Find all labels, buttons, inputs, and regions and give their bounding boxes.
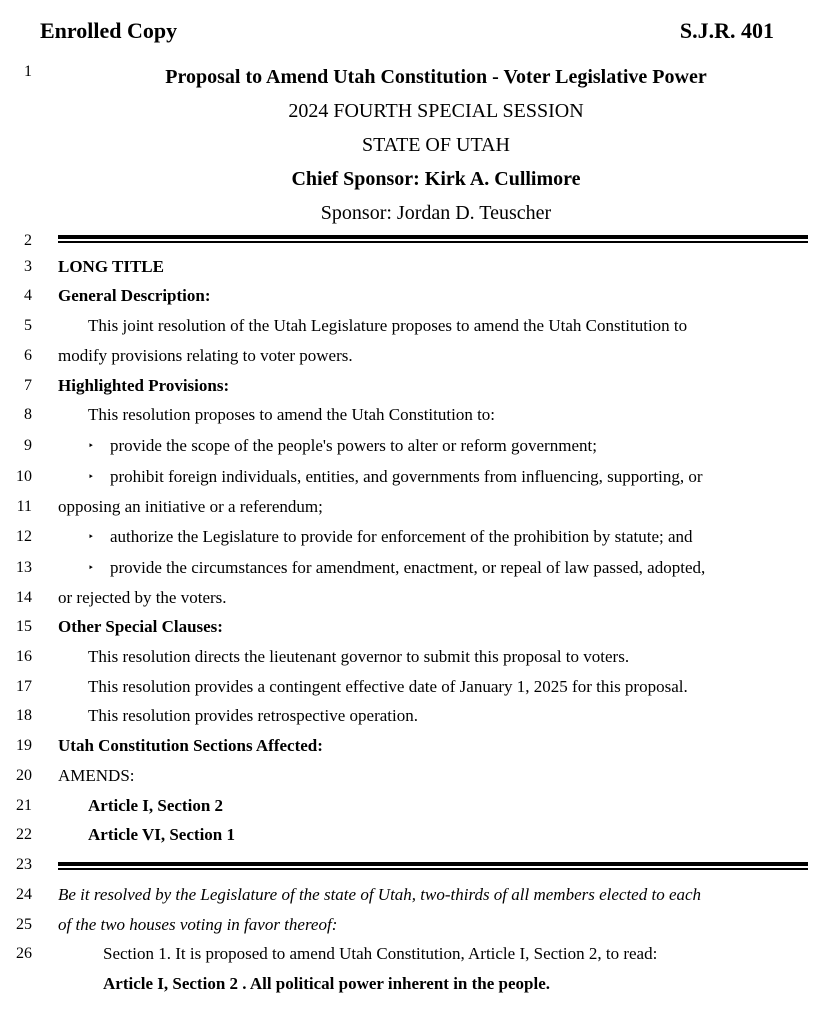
bullet-text: prohibit foreign individuals, entities, and governments from influencing, supporting, or <box>110 467 703 486</box>
line-number: 21 <box>16 797 32 814</box>
long-title-heading: LONG TITLE <box>58 257 164 276</box>
bullet-text: provide the circumstances for amendment, enactment, or repeal of law passed, adopted, <box>110 558 706 577</box>
line-number: 7 <box>24 377 32 394</box>
other-special-clauses-heading: Other Special Clauses: <box>58 617 223 636</box>
session-line: 2024 FOURTH SPECIAL SESSION <box>288 100 584 122</box>
line-number: 8 <box>24 406 32 423</box>
bullet-item <box>88 527 693 547</box>
bullet-icon: ‣ <box>88 563 94 574</box>
header-right: S.J.R. 401 <box>679 18 774 43</box>
bullet-icon: ‣ <box>88 441 94 452</box>
line-number: 10 <box>16 468 32 485</box>
sections-affected-heading: Utah Constitution Sections Affected: <box>58 736 323 755</box>
line-number: 26 <box>16 945 32 962</box>
section-1-text: Section 1. It is proposed to amend Utah Constitution, Article I, Section 2, to read: <box>103 944 658 963</box>
bullet-text: provide the scope of the people's powers to alter or reform government; <box>110 436 597 455</box>
chief-sponsor: Chief Sponsor: Kirk A. Cullimore <box>291 168 581 190</box>
line-number: 6 <box>24 347 32 364</box>
section-affected-item: Article VI, Section 1 <box>88 825 235 844</box>
line-number: 22 <box>16 826 32 843</box>
line-number: 24 <box>16 886 32 903</box>
body-text: This resolution proposes to amend the Utah Constitution to: <box>88 405 496 424</box>
body-text: or rejected by the voters. <box>58 588 227 607</box>
line-number: 4 <box>24 287 32 304</box>
line-number: 9 <box>24 437 32 454</box>
line-number: 5 <box>24 317 32 334</box>
line-number: 18 <box>16 707 32 724</box>
line-number: 3 <box>24 258 32 275</box>
sponsor: Sponsor: Jordan D. Teuscher <box>320 202 552 224</box>
highlighted-provisions-heading: Highlighted Provisions: <box>58 376 230 395</box>
line-number: 1 <box>24 63 32 80</box>
line-number: 23 <box>16 856 32 873</box>
divider-rule <box>58 868 808 870</box>
header-left: Enrolled Copy <box>40 18 178 43</box>
line-number: 13 <box>16 559 32 576</box>
body-text: This resolution provides a contingent effective date of January 1, 2025 for this proposal. <box>88 677 688 696</box>
bullet-icon: ‣ <box>88 472 94 483</box>
body-text: This joint resolution of the Utah Legislature proposes to amend the Utah Constitution to <box>88 316 688 335</box>
bullet-text: authorize the Legislature to provide for enforcement of the prohibition by statute; and <box>110 527 693 546</box>
article-heading: Article I, Section 2 . All political power inherent in the people. <box>103 974 551 993</box>
line-number: 12 <box>16 528 32 545</box>
bullet-item <box>88 436 597 456</box>
body-text: This resolution directs the lieutenant governor to submit this proposal to voters. <box>88 647 630 666</box>
line-number: 14 <box>16 589 32 606</box>
divider-rule <box>58 241 808 243</box>
bill-title: Proposal to Amend Utah Constitution - Voter Legislative Power <box>165 66 707 88</box>
bullet-item <box>88 558 705 578</box>
line-number: 11 <box>16 498 32 515</box>
line-number: 15 <box>16 618 32 635</box>
line-number: 25 <box>16 916 32 933</box>
resolved-clause: of the two houses voting in favor thereof: <box>58 915 338 934</box>
line-number: 2 <box>24 232 32 249</box>
body-text: modify provisions relating to voter powers. <box>58 346 353 365</box>
line-number: 20 <box>16 767 32 784</box>
resolved-clause: Be it resolved by the Legislature of the state of Utah, two-thirds of all members elected to each <box>58 885 702 904</box>
bullet-icon: ‣ <box>88 532 94 543</box>
section-affected-item: Article I, Section 2 <box>88 796 224 815</box>
bullet-item <box>88 467 703 487</box>
line-number: 16 <box>16 648 32 665</box>
amends-label: AMENDS: <box>58 766 135 785</box>
body-text: opposing an initiative or a referendum; <box>58 497 323 516</box>
general-description-heading: General Description: <box>58 286 211 305</box>
state-line: STATE OF UTAH <box>362 134 510 156</box>
line-number: 19 <box>16 737 32 754</box>
divider-rule <box>58 235 808 239</box>
divider-rule <box>58 862 808 866</box>
line-number: 17 <box>16 678 32 695</box>
body-text: This resolution provides retrospective operation. <box>88 706 418 725</box>
